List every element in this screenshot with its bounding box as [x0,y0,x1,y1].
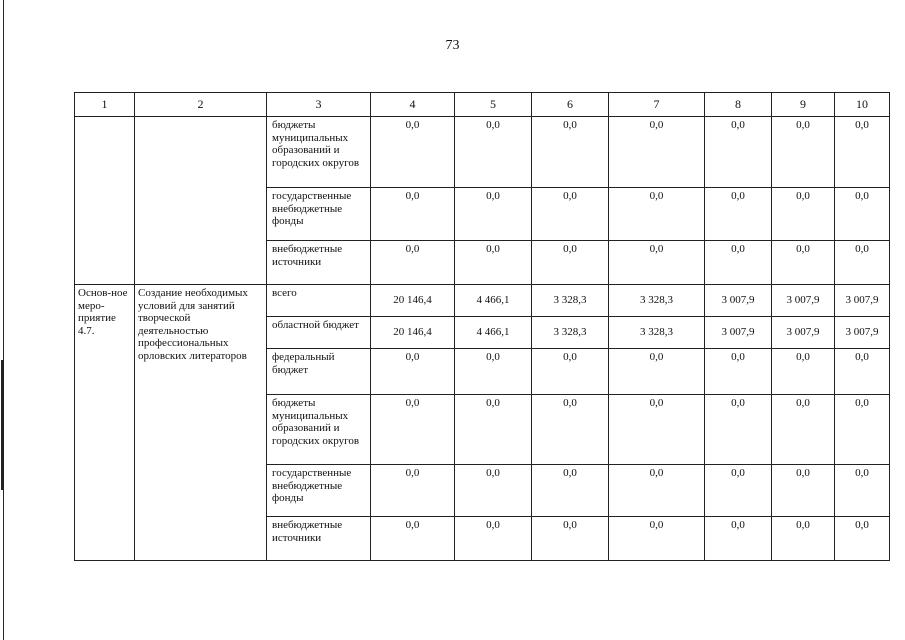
value-cell: 3 328,3 [532,317,609,349]
source-cell: всего [267,285,371,317]
value-cell: 0,0 [772,395,835,465]
header-cell: 7 [609,93,705,117]
value-cell: 0,0 [455,465,532,517]
header-cell: 2 [135,93,267,117]
value-cell: 0,0 [455,517,532,561]
value-cell: 4 466,1 [455,285,532,317]
value-cell: 0,0 [835,465,890,517]
measure-label: Основ-ное меро-приятие 4.7. [75,285,135,561]
value-cell: 0,0 [609,188,705,241]
value-cell: 0,0 [705,188,772,241]
header-cell: 5 [455,93,532,117]
source-cell: бюджеты муниципальных образований и городских округов [267,117,371,188]
table-row [75,117,890,188]
source-cell: государственные внебюджетные фонды [267,188,371,241]
header-row [75,93,890,117]
table-row [75,285,890,317]
value-cell: 0,0 [371,395,455,465]
header-cell: 9 [772,93,835,117]
value-cell: 0,0 [532,465,609,517]
value-cell: 0,0 [772,188,835,241]
source-cell: внебюджетные источники [267,241,371,285]
scan-edge-line [3,0,4,640]
value-cell: 0,0 [455,117,532,188]
value-cell: 0,0 [609,465,705,517]
value-cell: 0,0 [772,117,835,188]
value-cell: 0,0 [705,517,772,561]
value-cell: 0,0 [609,117,705,188]
value-cell: 3 007,9 [835,317,890,349]
scan-edge-mark [1,360,4,490]
value-cell: 3 007,9 [772,285,835,317]
value-cell: 0,0 [705,465,772,517]
value-cell: 0,0 [371,465,455,517]
header-cell: 6 [532,93,609,117]
value-cell: 0,0 [532,188,609,241]
value-cell: 0,0 [835,241,890,285]
value-cell: 0,0 [371,188,455,241]
value-cell: 0,0 [835,117,890,188]
value-cell: 0,0 [835,188,890,241]
value-cell: 0,0 [772,241,835,285]
value-cell: 0,0 [371,349,455,395]
value-cell: 0,0 [532,349,609,395]
source-cell: государственные внебюджетные фонды [267,465,371,517]
value-cell: 0,0 [532,395,609,465]
header-cell: 10 [835,93,890,117]
value-cell: 0,0 [532,117,609,188]
value-cell: 4 466,1 [455,317,532,349]
source-cell: бюджеты муниципальных образований и городских округов [267,395,371,465]
header-cell: 8 [705,93,772,117]
value-cell: 0,0 [705,117,772,188]
measure-description: Создание необходимых условий для занятий творческой деятельностью профессиональных орловских литераторов [135,285,267,561]
value-cell: 0,0 [835,517,890,561]
value-cell: 3 007,9 [705,317,772,349]
value-cell: 0,0 [609,349,705,395]
source-cell: внебюджетные источники [267,517,371,561]
value-cell: 0,0 [705,395,772,465]
value-cell: 0,0 [609,517,705,561]
value-cell: 0,0 [371,241,455,285]
source-cell: федеральный бюджет [267,349,371,395]
header-cell: 1 [75,93,135,117]
continuation-measure-cell [75,117,135,285]
value-cell: 3 007,9 [705,285,772,317]
value-cell: 20 146,4 [371,285,455,317]
header-cell: 4 [371,93,455,117]
value-cell: 0,0 [371,517,455,561]
page-number: 73 [445,38,460,53]
value-cell: 3 328,3 [609,285,705,317]
funding-table [74,92,890,561]
value-cell: 0,0 [835,349,890,395]
value-cell: 0,0 [371,117,455,188]
value-cell: 0,0 [455,241,532,285]
continuation-description-cell [135,117,267,285]
value-cell: 0,0 [455,395,532,465]
header-cell: 3 [267,93,371,117]
value-cell: 20 146,4 [371,317,455,349]
value-cell: 3 007,9 [835,285,890,317]
value-cell: 3 328,3 [609,317,705,349]
value-cell: 0,0 [609,241,705,285]
value-cell: 0,0 [532,241,609,285]
value-cell: 0,0 [455,188,532,241]
value-cell: 3 328,3 [532,285,609,317]
source-cell: областной бюджет [267,317,371,349]
value-cell: 3 007,9 [772,317,835,349]
value-cell: 0,0 [609,395,705,465]
value-cell: 0,0 [772,465,835,517]
value-cell: 0,0 [455,349,532,395]
value-cell: 0,0 [705,241,772,285]
value-cell: 0,0 [772,349,835,395]
value-cell: 0,0 [835,395,890,465]
value-cell: 0,0 [772,517,835,561]
value-cell: 0,0 [532,517,609,561]
value-cell: 0,0 [705,349,772,395]
